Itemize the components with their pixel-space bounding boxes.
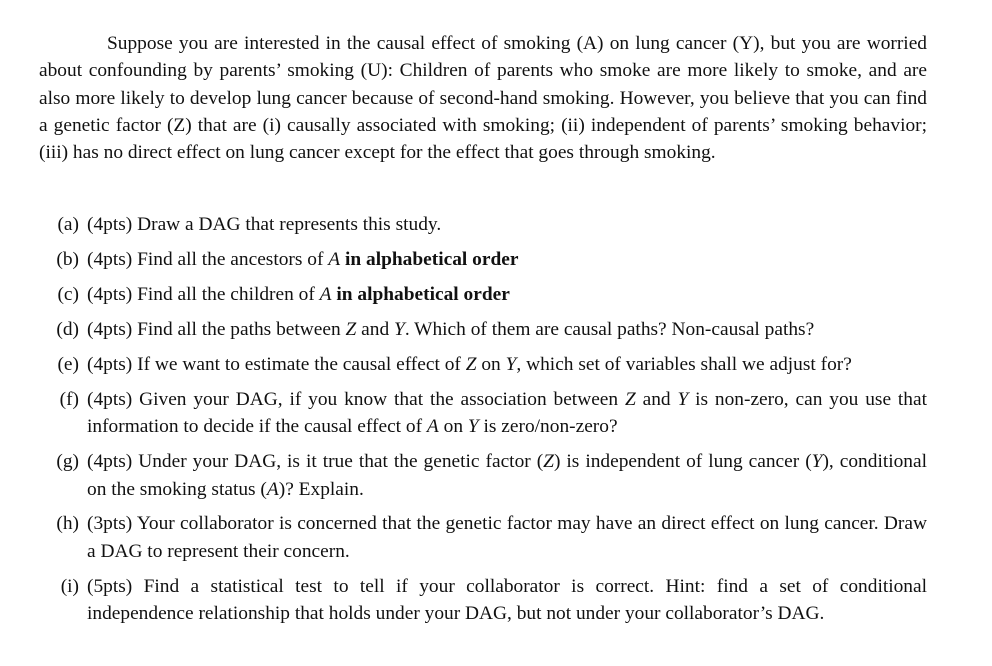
question-points: (4pts): [87, 283, 133, 305]
question-letter: (a): [57, 214, 79, 235]
question-text: [137, 319, 814, 340]
text-run: on: [438, 416, 468, 438]
math-variable: Z: [543, 451, 554, 473]
question-points: (4pts): [87, 388, 133, 410]
text-run: Your collaborator is concerned that the genetic factor may have an direct effect on lung cancer. Draw a DAG to represent their concern.: [87, 513, 927, 562]
math-variable: Z: [465, 353, 477, 375]
question-text: [87, 451, 927, 499]
text-run: Find all the paths between: [137, 318, 346, 340]
question-list: [39, 211, 927, 635]
text-run: Find all the children of: [137, 283, 320, 305]
math-variable: Y: [505, 353, 517, 375]
text-run: is non-zero, can you use that information to decide if the causal effect of: [87, 388, 927, 438]
text-run: , which set of variables shall we adjust for?: [516, 353, 852, 375]
question-letter: (b): [56, 248, 79, 270]
text-run: ) is independent of lung cancer (: [553, 451, 812, 473]
question-letter: (d): [56, 318, 79, 340]
question-item: [39, 351, 927, 378]
question-points: (4pts): [87, 248, 133, 270]
text-run: Draw a DAG that represents this study.: [137, 214, 442, 235]
text-run: )? Explain.: [278, 478, 364, 500]
question-points: (4pts): [87, 353, 133, 375]
question-text: [137, 249, 518, 270]
question-text: [87, 576, 927, 624]
text-run: Under your DAG, is it true that the genetic factor (: [138, 451, 544, 473]
question-item: [39, 316, 927, 343]
text-run: Given your DAG, if you know that the association between: [139, 388, 625, 410]
question-item: [39, 573, 927, 628]
text-run: Find a statistical test to tell if your collaborator is correct. Hint: find a set of conditional independence relationship that holds under your DAG, but not under your collaborator’s DAG.: [87, 575, 927, 625]
question-item: [39, 448, 927, 503]
question-letter: (f): [59, 388, 79, 410]
question-item: [39, 281, 927, 308]
text-run: on: [476, 353, 506, 375]
math-variable: A: [266, 478, 279, 500]
question-letter: (g): [56, 451, 79, 473]
bold-emphasis: in alphabetical order: [336, 283, 510, 305]
text-run: and: [635, 388, 678, 410]
text-run: ), conditional on the smoking status (: [87, 451, 927, 500]
question-letter: (e): [57, 353, 79, 375]
question-points: (5pts): [87, 575, 133, 597]
question-points: (4pts): [87, 214, 133, 235]
text-run: and: [356, 318, 395, 340]
text-run: is zero/non-zero?: [478, 416, 618, 438]
question-text: [87, 513, 927, 561]
question-letter: (h): [56, 513, 79, 535]
question-letter: (i): [60, 575, 79, 597]
question-item: [39, 386, 927, 441]
question-text: [137, 354, 852, 375]
question-points: (4pts): [87, 451, 133, 473]
question-points: (3pts): [87, 513, 133, 535]
math-variable: Y: [467, 416, 479, 438]
text-run: . Which of them are causal paths? Non-causal paths?: [404, 318, 815, 340]
math-variable: Y: [811, 451, 823, 473]
math-variable: Y: [394, 318, 405, 340]
text-run: Find all the ancestors of: [137, 248, 329, 270]
bold-emphasis: in alphabetical order: [345, 248, 519, 270]
intro-paragraph: Suppose you are interested in the causal effect of smoking (A) on lung cancer (Y), but you are worried about confounding by parents’ smoking (U): Children of parents who smoke are more likely to smoke, and are also more likely to develop lung cancer because of second-hand smoking. However, you believe that you can find a genetic factor (Z) that are (i) causally associated with smoking; (ii) independent of parents’ smoking behavior; (iii) has no direct effect on lung cancer except for the effect that goes through smoking.: [39, 33, 927, 164]
math-variable: A: [319, 283, 332, 305]
question-text: [137, 284, 510, 305]
text-run: If we want to estimate the causal effect of: [137, 353, 466, 375]
math-variable: A: [426, 416, 439, 438]
math-variable: Z: [624, 388, 636, 410]
question-letter: (c): [57, 283, 79, 305]
question-item: [39, 510, 927, 565]
question-text: [87, 389, 927, 437]
math-variable: Y: [677, 388, 689, 410]
question-points: (4pts): [87, 318, 133, 340]
math-variable: A: [328, 248, 341, 270]
question-text: [137, 214, 441, 235]
document-page: [39, 30, 927, 625]
question-item: [39, 246, 927, 273]
question-item: [39, 211, 927, 238]
math-variable: Z: [345, 318, 357, 340]
